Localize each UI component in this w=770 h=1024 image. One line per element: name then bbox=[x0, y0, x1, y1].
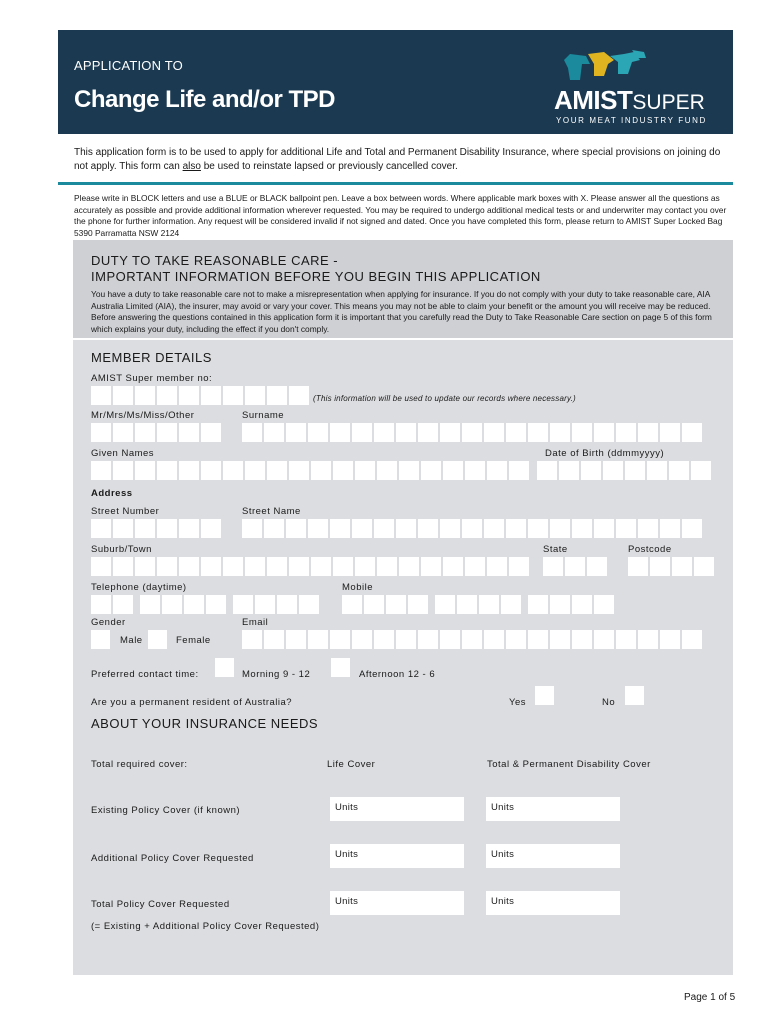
char-box[interactable] bbox=[355, 557, 375, 576]
char-box[interactable] bbox=[113, 557, 133, 576]
char-box[interactable] bbox=[289, 386, 309, 405]
char-box[interactable] bbox=[201, 386, 221, 405]
char-box[interactable] bbox=[440, 519, 460, 538]
logo-tagline: YOUR MEAT INDUSTRY FUND bbox=[556, 116, 707, 125]
instructions-paragraph: Please write in BLOCK letters and use a BLUE or BLACK ballpoint pen. Leave a box between words. Where applicable mark boxes with X. Please answer all the questions as accurately as possible and provide additional information wherever requested. You may be required to undergo additional medical tests or and underwriter may contact you over the phone for further information. Any request will be considered invalid if not signed and dated. Once you have completed this form, please return to AMIST Super Locked Bag 5390 Parramatta NSW 2124 bbox=[74, 193, 727, 238]
char-box[interactable] bbox=[179, 461, 199, 480]
address-label: Address bbox=[91, 488, 133, 499]
char-box[interactable] bbox=[162, 595, 182, 614]
logo-wordmark: AMISTSUPER bbox=[554, 85, 705, 115]
existing-life-units-input[interactable]: Units bbox=[330, 797, 464, 821]
char-box[interactable] bbox=[179, 423, 199, 442]
total-tpd-units-input[interactable]: Units bbox=[486, 891, 620, 915]
char-box[interactable] bbox=[355, 461, 375, 480]
char-box[interactable] bbox=[330, 630, 350, 649]
additional-tpd-units-input[interactable]: Units bbox=[486, 844, 620, 868]
member-no-note: (This information will be used to update our records where necessary.) bbox=[313, 394, 576, 403]
char-box[interactable] bbox=[616, 630, 636, 649]
char-box[interactable] bbox=[352, 519, 372, 538]
char-box[interactable] bbox=[594, 595, 614, 614]
char-box[interactable] bbox=[308, 630, 328, 649]
telephone-label: Telephone (daytime) bbox=[91, 582, 187, 593]
char-box[interactable] bbox=[682, 519, 702, 538]
char-box[interactable] bbox=[374, 423, 394, 442]
char-box[interactable] bbox=[374, 630, 394, 649]
char-box[interactable] bbox=[528, 519, 548, 538]
char-box[interactable] bbox=[157, 519, 177, 538]
given-names-input[interactable] bbox=[91, 461, 529, 480]
dob-input[interactable] bbox=[537, 461, 711, 480]
additional-cover-label: Additional Policy Cover Requested bbox=[91, 853, 254, 864]
char-box[interactable] bbox=[594, 423, 614, 442]
char-box[interactable] bbox=[506, 630, 526, 649]
char-box[interactable] bbox=[206, 595, 226, 614]
char-box[interactable] bbox=[91, 423, 111, 442]
char-box[interactable] bbox=[245, 461, 265, 480]
char-box[interactable] bbox=[638, 423, 658, 442]
char-box[interactable] bbox=[113, 386, 133, 405]
char-box[interactable] bbox=[484, 519, 504, 538]
char-box[interactable] bbox=[396, 519, 416, 538]
char-box[interactable] bbox=[91, 595, 111, 614]
char-box[interactable] bbox=[650, 557, 670, 576]
female-label: Female bbox=[176, 635, 211, 646]
surname-input[interactable] bbox=[242, 423, 702, 442]
existing-tpd-units-input[interactable]: Units bbox=[486, 797, 620, 821]
char-box[interactable] bbox=[330, 519, 350, 538]
char-box[interactable] bbox=[157, 386, 177, 405]
char-box[interactable] bbox=[201, 461, 221, 480]
char-box[interactable] bbox=[660, 423, 680, 442]
char-box[interactable] bbox=[462, 519, 482, 538]
char-box[interactable] bbox=[660, 630, 680, 649]
char-box[interactable] bbox=[299, 595, 319, 614]
char-box[interactable] bbox=[352, 630, 372, 649]
duty-section bbox=[73, 240, 733, 340]
amist-super-logo bbox=[552, 50, 722, 128]
insurance-heading: ABOUT YOUR INSURANCE NEEDS bbox=[91, 716, 319, 731]
char-box[interactable] bbox=[625, 461, 645, 480]
char-box[interactable] bbox=[501, 595, 521, 614]
suburb-label: Suburb/Town bbox=[91, 544, 152, 555]
char-box[interactable] bbox=[465, 461, 485, 480]
char-box[interactable] bbox=[184, 595, 204, 614]
male-label: Male bbox=[120, 635, 143, 646]
afternoon-label: Afternoon 12 - 6 bbox=[359, 669, 436, 680]
existing-cover-label: Existing Policy Cover (if known) bbox=[91, 805, 241, 816]
char-box[interactable] bbox=[135, 386, 155, 405]
form-panel bbox=[73, 240, 733, 975]
char-box[interactable] bbox=[479, 595, 499, 614]
total-life-units-input[interactable]: Units bbox=[330, 891, 464, 915]
char-box[interactable] bbox=[201, 557, 221, 576]
street-name-input[interactable] bbox=[242, 519, 702, 538]
char-box[interactable] bbox=[559, 461, 579, 480]
char-box[interactable] bbox=[135, 557, 155, 576]
member-no-input[interactable] bbox=[91, 386, 309, 405]
additional-life-units-input[interactable]: Units bbox=[330, 844, 464, 868]
char-box[interactable] bbox=[572, 595, 592, 614]
char-box[interactable] bbox=[616, 423, 636, 442]
char-box[interactable] bbox=[550, 630, 570, 649]
char-box[interactable] bbox=[572, 519, 592, 538]
char-box[interactable] bbox=[537, 461, 557, 480]
char-box[interactable] bbox=[694, 557, 714, 576]
total-cover-note: (= Existing + Additional Policy Cover Requested) bbox=[91, 921, 320, 932]
char-box[interactable] bbox=[286, 630, 306, 649]
char-box[interactable] bbox=[113, 423, 133, 442]
char-box[interactable] bbox=[572, 423, 592, 442]
char-box[interactable] bbox=[255, 595, 275, 614]
char-box[interactable] bbox=[264, 423, 284, 442]
char-box[interactable] bbox=[465, 557, 485, 576]
morning-checkbox[interactable] bbox=[215, 658, 234, 677]
char-box[interactable] bbox=[594, 519, 614, 538]
dob-label: Date of Birth (ddmmyyyy) bbox=[545, 448, 665, 459]
char-box[interactable] bbox=[286, 519, 306, 538]
char-box[interactable] bbox=[628, 557, 648, 576]
char-box[interactable] bbox=[509, 461, 529, 480]
char-box[interactable] bbox=[487, 461, 507, 480]
char-box[interactable] bbox=[396, 423, 416, 442]
char-box[interactable] bbox=[550, 423, 570, 442]
life-cover-label: Life Cover bbox=[327, 759, 376, 770]
member-no-label: AMIST Super member no: bbox=[91, 373, 213, 384]
char-box[interactable] bbox=[506, 519, 526, 538]
char-box[interactable] bbox=[682, 630, 702, 649]
char-box[interactable] bbox=[377, 461, 397, 480]
char-box[interactable] bbox=[396, 630, 416, 649]
char-box[interactable] bbox=[550, 519, 570, 538]
char-box[interactable] bbox=[418, 423, 438, 442]
char-box[interactable] bbox=[462, 423, 482, 442]
char-box[interactable] bbox=[528, 423, 548, 442]
char-box[interactable] bbox=[245, 557, 265, 576]
char-box[interactable] bbox=[399, 557, 419, 576]
char-box[interactable] bbox=[242, 423, 262, 442]
char-box[interactable] bbox=[565, 557, 585, 576]
postcode-input[interactable] bbox=[628, 557, 714, 576]
morning-label: Morning 9 - 12 bbox=[242, 669, 311, 680]
char-box[interactable] bbox=[330, 423, 350, 442]
char-box[interactable] bbox=[157, 461, 177, 480]
mobile-label: Mobile bbox=[342, 582, 373, 593]
char-box[interactable] bbox=[179, 386, 199, 405]
char-box[interactable] bbox=[528, 595, 548, 614]
given-names-label: Given Names bbox=[91, 448, 155, 459]
resident-yes-label: Yes bbox=[509, 697, 526, 708]
char-box[interactable] bbox=[638, 519, 658, 538]
char-box[interactable] bbox=[91, 461, 111, 480]
char-box[interactable] bbox=[386, 595, 406, 614]
resident-no-checkbox[interactable] bbox=[625, 686, 644, 705]
duty-body: You have a duty to take reasonable care not to make a misrepresentation when applying for insurance. If you do not comply with your duty to take reasonable care, AIA Australia Limited (AIA), the insurer, may avoid or vary your cover. This means you may not be able to claim your benefit or the amount you will receive may be reduced. Before answering the questions contained in this application form it is important that you carefully read the Duty to Take Reasonable Care section on page 5 of this form which explains your duty, including the effect if you don't comply. bbox=[91, 289, 712, 334]
street-name-label: Street Name bbox=[242, 506, 301, 517]
surname-label: Surname bbox=[242, 410, 285, 421]
char-box[interactable] bbox=[374, 519, 394, 538]
char-box[interactable] bbox=[157, 557, 177, 576]
char-box[interactable] bbox=[682, 423, 702, 442]
char-box[interactable] bbox=[581, 461, 601, 480]
char-box[interactable] bbox=[135, 461, 155, 480]
char-box[interactable] bbox=[179, 557, 199, 576]
intro-paragraph: This application form is to be used to apply for additional Life and Total and Permanent Disability Insurance, where special provisions on joining do not apply. This form can also be used to reinstate lapsed or previously cancelled cover. bbox=[74, 147, 721, 172]
char-box[interactable] bbox=[91, 386, 111, 405]
phone-number-input[interactable] bbox=[140, 595, 226, 614]
char-box[interactable] bbox=[506, 423, 526, 442]
char-box[interactable] bbox=[484, 423, 504, 442]
char-box[interactable] bbox=[311, 461, 331, 480]
char-box[interactable] bbox=[638, 630, 658, 649]
mobile-input[interactable] bbox=[342, 595, 428, 614]
postcode-label: Postcode bbox=[628, 544, 672, 555]
char-box[interactable] bbox=[669, 461, 689, 480]
char-box[interactable] bbox=[543, 557, 563, 576]
char-box[interactable] bbox=[647, 461, 667, 480]
char-box[interactable] bbox=[289, 557, 309, 576]
char-box[interactable] bbox=[616, 519, 636, 538]
char-box[interactable] bbox=[135, 423, 155, 442]
male-checkbox[interactable] bbox=[91, 630, 110, 649]
char-box[interactable] bbox=[333, 557, 353, 576]
char-box[interactable] bbox=[435, 595, 455, 614]
mobile-input-2[interactable] bbox=[435, 595, 521, 614]
tpd-cover-label: Total & Permanent Disability Cover bbox=[487, 759, 651, 770]
char-box[interactable] bbox=[223, 386, 243, 405]
char-box[interactable] bbox=[408, 595, 428, 614]
char-box[interactable] bbox=[264, 630, 284, 649]
char-box[interactable] bbox=[333, 461, 353, 480]
char-box[interactable] bbox=[487, 557, 507, 576]
char-box[interactable] bbox=[484, 630, 504, 649]
char-box[interactable] bbox=[660, 519, 680, 538]
char-box[interactable] bbox=[223, 461, 243, 480]
afternoon-checkbox[interactable] bbox=[331, 658, 350, 677]
char-box[interactable] bbox=[308, 519, 328, 538]
char-box[interactable] bbox=[440, 423, 460, 442]
char-box[interactable] bbox=[245, 386, 265, 405]
char-box[interactable] bbox=[201, 519, 221, 538]
state-label: State bbox=[543, 544, 568, 555]
char-box[interactable] bbox=[91, 557, 111, 576]
char-box[interactable] bbox=[672, 557, 692, 576]
char-box[interactable] bbox=[242, 630, 262, 649]
char-box[interactable] bbox=[223, 557, 243, 576]
char-box[interactable] bbox=[443, 461, 463, 480]
char-box[interactable] bbox=[233, 595, 253, 614]
char-box[interactable] bbox=[264, 519, 284, 538]
char-box[interactable] bbox=[157, 423, 177, 442]
title-label: Mr/Mrs/Ms/Miss/Other bbox=[91, 410, 195, 421]
char-box[interactable] bbox=[399, 461, 419, 480]
resident-no-label: No bbox=[602, 697, 616, 708]
char-box[interactable] bbox=[594, 630, 614, 649]
char-box[interactable] bbox=[113, 461, 133, 480]
char-box[interactable] bbox=[364, 595, 384, 614]
char-box[interactable] bbox=[286, 423, 306, 442]
form-title: Change Life and/or TPD bbox=[74, 86, 336, 113]
form-pre-title: APPLICATION TO bbox=[74, 58, 183, 73]
header-banner bbox=[58, 30, 733, 134]
char-box[interactable] bbox=[550, 595, 570, 614]
char-box[interactable] bbox=[267, 557, 287, 576]
char-box[interactable] bbox=[421, 461, 441, 480]
logo-mark-icon bbox=[560, 50, 646, 86]
member-details-heading: MEMBER DETAILS bbox=[91, 350, 212, 365]
char-box[interactable] bbox=[267, 461, 287, 480]
char-box[interactable] bbox=[352, 423, 372, 442]
char-box[interactable] bbox=[113, 519, 133, 538]
char-box[interactable] bbox=[342, 595, 362, 614]
char-box[interactable] bbox=[440, 630, 460, 649]
char-box[interactable] bbox=[179, 519, 199, 538]
char-box[interactable] bbox=[603, 461, 623, 480]
char-box[interactable] bbox=[308, 423, 328, 442]
char-box[interactable] bbox=[528, 630, 548, 649]
char-box[interactable] bbox=[91, 519, 111, 538]
street-number-input[interactable] bbox=[91, 519, 221, 538]
char-box[interactable] bbox=[242, 519, 262, 538]
char-box[interactable] bbox=[377, 557, 397, 576]
total-required-label: Total required cover: bbox=[91, 759, 188, 770]
duty-heading: DUTY TO TAKE REASONABLE CARE - IMPORTANT INFORMATION BEFORE YOU BEGIN THIS APPLICATION bbox=[91, 253, 541, 284]
resident-yes-checkbox[interactable] bbox=[535, 686, 554, 705]
char-box[interactable] bbox=[691, 461, 711, 480]
suburb-input[interactable] bbox=[91, 557, 529, 576]
char-box[interactable] bbox=[267, 386, 287, 405]
char-box[interactable] bbox=[140, 595, 160, 614]
street-number-label: Street Number bbox=[91, 506, 160, 517]
contact-time-label: Preferred contact time: bbox=[91, 669, 199, 680]
char-box[interactable] bbox=[418, 630, 438, 649]
state-input[interactable] bbox=[543, 557, 607, 576]
page-number: Page 1 of 5 bbox=[684, 992, 736, 1003]
char-box[interactable] bbox=[135, 519, 155, 538]
char-box[interactable] bbox=[277, 595, 297, 614]
char-box[interactable] bbox=[289, 461, 309, 480]
title-input[interactable] bbox=[91, 423, 221, 442]
char-box[interactable] bbox=[443, 557, 463, 576]
char-box[interactable] bbox=[421, 557, 441, 576]
total-cover-label: Total Policy Cover Requested bbox=[91, 899, 230, 910]
char-box[interactable] bbox=[462, 630, 482, 649]
email-label: Email bbox=[242, 617, 269, 628]
char-box[interactable] bbox=[457, 595, 477, 614]
char-box[interactable] bbox=[509, 557, 529, 576]
char-box[interactable] bbox=[418, 519, 438, 538]
mobile-input-3[interactable] bbox=[528, 595, 614, 614]
female-checkbox[interactable] bbox=[148, 630, 167, 649]
char-box[interactable] bbox=[201, 423, 221, 442]
char-box[interactable] bbox=[113, 595, 133, 614]
gender-label: Gender bbox=[91, 617, 126, 628]
email-input[interactable] bbox=[242, 630, 702, 649]
char-box[interactable] bbox=[587, 557, 607, 576]
divider-rule bbox=[58, 182, 733, 185]
phone-number-input-2[interactable] bbox=[233, 595, 319, 614]
phone-area-input[interactable] bbox=[91, 595, 133, 614]
resident-question: Are you a permanent resident of Australia? bbox=[91, 697, 293, 708]
char-box[interactable] bbox=[311, 557, 331, 576]
char-box[interactable] bbox=[572, 630, 592, 649]
